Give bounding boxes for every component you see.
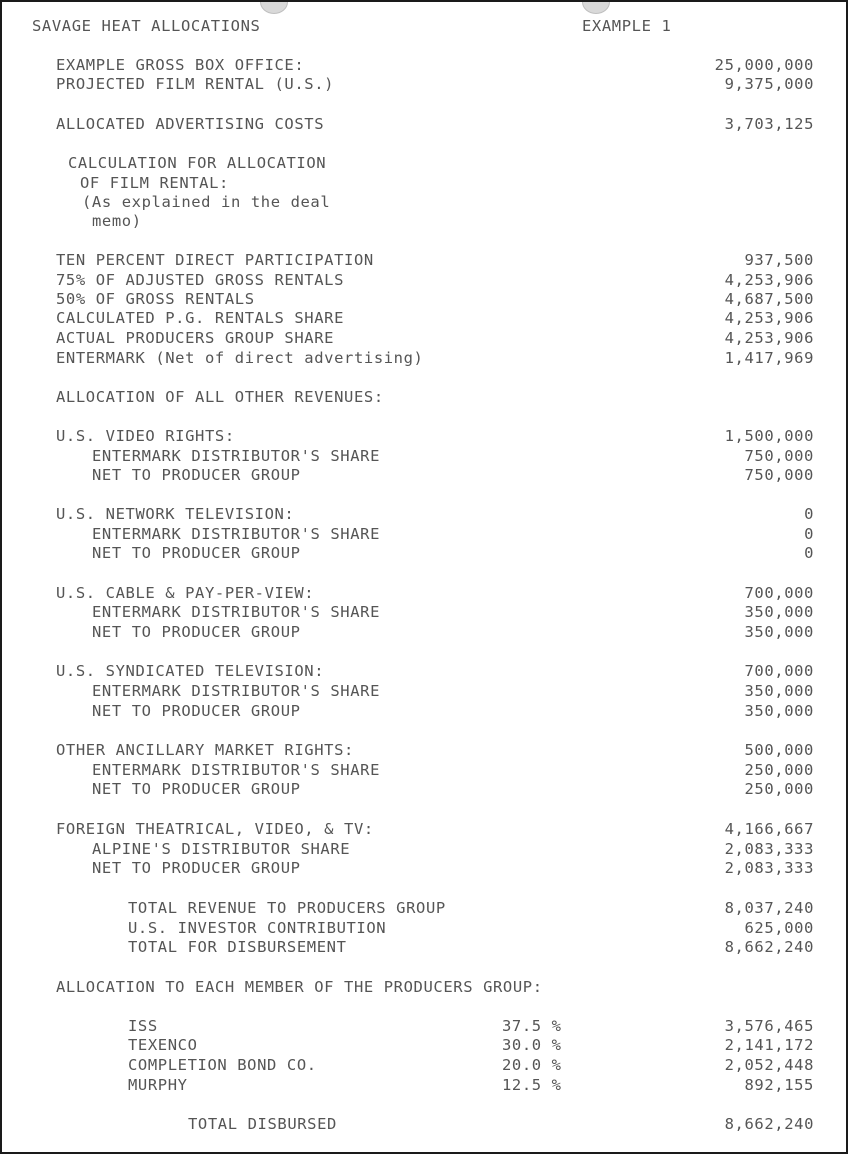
revenue-group-net-label: NET TO PRODUCER GROUP (92, 623, 301, 641)
revenue-group-share: 0 (804, 525, 814, 543)
member-percent: 20.0 % (502, 1056, 562, 1074)
investor-contribution-value: 625,000 (744, 919, 814, 937)
member-amount: 2,141,172 (724, 1036, 814, 1054)
rental-row-label: CALCULATED P.G. RENTALS SHARE (56, 309, 345, 327)
revenue-group-total: 1,500,000 (724, 427, 814, 445)
gross-box-office-value: 25,000,000 (714, 56, 814, 74)
total-disbursed-value: 8,662,240 (724, 1115, 814, 1133)
gross-box-office-label: EXAMPLE GROSS BOX OFFICE: (56, 56, 305, 74)
revenue-group-share-label: ALPINE'S DISTRIBUTOR SHARE (92, 840, 351, 858)
member-name: COMPLETION BOND CO. (128, 1056, 317, 1074)
rental-row-label: ACTUAL PRODUCERS GROUP SHARE (56, 329, 335, 347)
calc-note-line: OF FILM RENTAL: (80, 174, 229, 192)
revenue-group-net: 350,000 (744, 702, 814, 720)
revenue-group-title: OTHER ANCILLARY MARKET RIGHTS: (56, 741, 354, 759)
revenue-group-net: 0 (804, 544, 814, 562)
revenue-group-share-label: ENTERMARK DISTRIBUTOR'S SHARE (92, 447, 381, 465)
member-amount: 892,155 (744, 1076, 814, 1094)
punch-hole (582, 0, 610, 14)
revenue-group-net: 2,083,333 (724, 859, 814, 877)
revenue-group-net: 350,000 (744, 623, 814, 641)
member-percent: 12.5 % (502, 1076, 562, 1094)
member-percent: 37.5 % (502, 1017, 562, 1035)
calc-note-line: memo) (92, 212, 142, 230)
investor-contribution-label: U.S. INVESTOR CONTRIBUTION (128, 919, 387, 937)
revenue-group-net-label: NET TO PRODUCER GROUP (92, 780, 301, 798)
revenue-group-title: U.S. CABLE & PAY-PER-VIEW: (56, 584, 315, 602)
revenue-group-total: 4,166,667 (724, 820, 814, 838)
film-rental-value: 9,375,000 (724, 75, 814, 93)
revenue-group-share: 750,000 (744, 447, 814, 465)
rental-row-value: 937,500 (744, 251, 814, 269)
total-revenue-value: 8,037,240 (724, 899, 814, 917)
rental-row-value: 4,253,906 (724, 329, 814, 347)
member-name: ISS (128, 1017, 158, 1035)
revenue-group-total: 700,000 (744, 584, 814, 602)
revenue-group-net: 250,000 (744, 780, 814, 798)
members-heading: ALLOCATION TO EACH MEMBER OF THE PRODUCERS GROUP: (56, 978, 543, 996)
member-name: MURPHY (128, 1076, 188, 1094)
revenue-group-title: U.S. NETWORK TELEVISION: (56, 505, 295, 523)
punch-hole (260, 0, 288, 14)
revenue-group-share-label: ENTERMARK DISTRIBUTOR'S SHARE (92, 682, 381, 700)
rental-row-value: 1,417,969 (724, 349, 814, 367)
revenue-group-net-label: NET TO PRODUCER GROUP (92, 702, 301, 720)
document-title: SAVAGE HEAT ALLOCATIONS (32, 17, 261, 35)
rental-row-value: 4,253,906 (724, 271, 814, 289)
revenue-group-share: 250,000 (744, 761, 814, 779)
film-rental-label: PROJECTED FILM RENTAL (U.S.) (56, 75, 335, 93)
revenue-group-share: 2,083,333 (724, 840, 814, 858)
revenue-group-net-label: NET TO PRODUCER GROUP (92, 859, 301, 877)
revenue-group-total: 500,000 (744, 741, 814, 759)
example-label: EXAMPLE 1 (582, 17, 672, 35)
revenue-group-share: 350,000 (744, 603, 814, 621)
total-disbursement-label: TOTAL FOR DISBURSEMENT (128, 938, 347, 956)
member-name: TEXENCO (128, 1036, 198, 1054)
revenue-group-total: 0 (804, 505, 814, 523)
revenue-group-title: U.S. SYNDICATED TELEVISION: (56, 662, 325, 680)
revenue-group-title: FOREIGN THEATRICAL, VIDEO, & TV: (56, 820, 374, 838)
advertising-value: 3,703,125 (724, 115, 814, 133)
member-amount: 2,052,448 (724, 1056, 814, 1074)
revenue-group-share: 350,000 (744, 682, 814, 700)
revenue-group-share-label: ENTERMARK DISTRIBUTOR'S SHARE (92, 761, 381, 779)
revenue-group-net-label: NET TO PRODUCER GROUP (92, 466, 301, 484)
revenue-group-share-label: ENTERMARK DISTRIBUTOR'S SHARE (92, 603, 381, 621)
total-disbursement-value: 8,662,240 (724, 938, 814, 956)
member-percent: 30.0 % (502, 1036, 562, 1054)
rental-row-label: ENTERMARK (Net of direct advertising) (56, 349, 424, 367)
rental-row-label: TEN PERCENT DIRECT PARTICIPATION (56, 251, 374, 269)
revenue-group-total: 700,000 (744, 662, 814, 680)
revenue-group-net-label: NET TO PRODUCER GROUP (92, 544, 301, 562)
other-revenues-heading: ALLOCATION OF ALL OTHER REVENUES: (56, 388, 384, 406)
calc-note-line: CALCULATION FOR ALLOCATION (68, 154, 327, 172)
member-amount: 3,576,465 (724, 1017, 814, 1035)
rental-row-label: 75% OF ADJUSTED GROSS RENTALS (56, 271, 345, 289)
revenue-group-net: 750,000 (744, 466, 814, 484)
revenue-group-share-label: ENTERMARK DISTRIBUTOR'S SHARE (92, 525, 381, 543)
advertising-label: ALLOCATED ADVERTISING COSTS (56, 115, 325, 133)
calc-note-line: (As explained in the deal (82, 193, 331, 211)
rental-row-value: 4,253,906 (724, 309, 814, 327)
total-revenue-label: TOTAL REVENUE TO PRODUCERS GROUP (128, 899, 446, 917)
total-disbursed-label: TOTAL DISBURSED (188, 1115, 337, 1133)
rental-row-label: 50% OF GROSS RENTALS (56, 290, 255, 308)
revenue-group-title: U.S. VIDEO RIGHTS: (56, 427, 235, 445)
rental-row-value: 4,687,500 (724, 290, 814, 308)
